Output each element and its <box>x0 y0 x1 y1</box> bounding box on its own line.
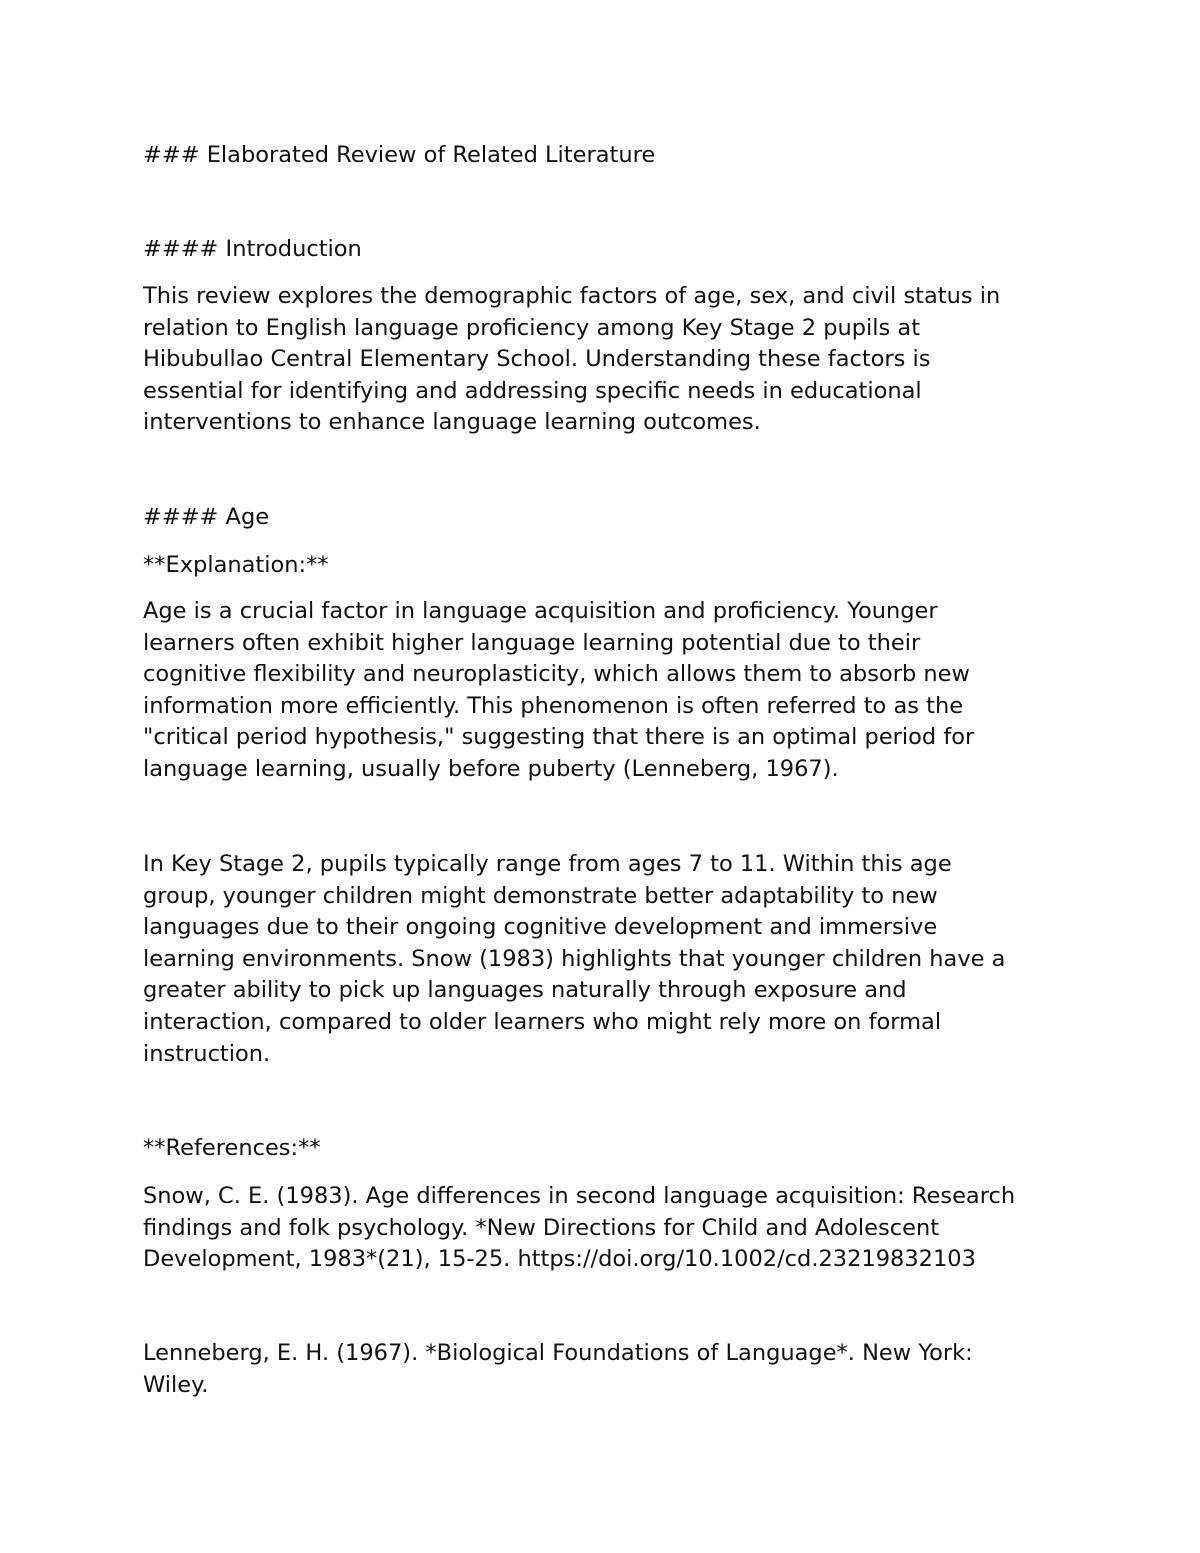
paragraph-line: learners often exhibit higher language learning potential due to their <box>143 629 921 656</box>
document-heading: ### Elaborated Review of Related Literature <box>143 142 656 168</box>
paragraph-line: cognitive flexibility and neuroplasticity, which allows them to absorb new <box>143 661 970 688</box>
paragraph-line: learning environments. Snow (1983) highlights that younger children have a <box>143 945 1006 972</box>
paragraph-line: essential for identifying and addressing specific needs in educational <box>143 377 922 404</box>
age-paragraph-2 <box>143 849 1068 1070</box>
reference-line: Lenneberg, E. H. (1967). *Biological Foundations of Language*. New York: <box>143 1340 973 1366</box>
references-label: **References:** <box>143 1135 321 1161</box>
explanation-label: **Explanation:** <box>143 552 329 578</box>
paragraph-line: Age is a crucial factor in language acquisition and proficiency. Younger <box>143 598 938 624</box>
paragraph-line: relation to English language proficiency among Key Stage 2 pupils at <box>143 314 921 341</box>
reference-line: findings and folk psychology. *New Directions for Child and Adolescent <box>143 1214 940 1241</box>
paragraph-line: languages due to their ongoing cognitive development and immersive <box>143 914 938 941</box>
introduction-heading: #### Introduction <box>143 236 362 262</box>
reference-snow <box>143 1181 1068 1276</box>
reference-line: Snow, C. E. (1983). Age differences in second language acquisition: Research <box>143 1183 1016 1209</box>
age-paragraph-1 <box>143 596 1068 786</box>
paragraph-line: interaction, compared to older learners who might rely more on formal <box>143 1008 942 1035</box>
paragraph-line: group, younger children might demonstrate better adaptability to new <box>143 882 938 909</box>
reference-lenneberg <box>143 1338 1068 1401</box>
paragraph-line: In Key Stage 2, pupils typically range from ages 7 to 11. Within this age <box>143 851 952 877</box>
paragraph-line: instruction. <box>143 1040 271 1067</box>
paragraph-line: Hibubullao Central Elementary School. Understanding these factors is <box>143 346 931 373</box>
reference-line: Development, 1983*(21), 15-25. https://doi.org/10.1002/cd.23219832103 <box>143 1246 976 1273</box>
paragraph-line: language learning, usually before puberty (Lenneberg, 1967). <box>143 755 839 782</box>
paragraph-line: This review explores the demographic factors of age, sex, and civil status in <box>143 283 1001 309</box>
age-heading: #### Age <box>143 504 270 530</box>
paragraph-line: "critical period hypothesis," suggesting that there is an optimal period for <box>143 724 975 751</box>
paragraph-line: information more efficiently. This phenomenon is often referred to as the <box>143 692 964 719</box>
introduction-paragraph <box>143 281 1068 439</box>
reference-line: Wiley. <box>143 1371 209 1398</box>
paragraph-line: greater ability to pick up languages naturally through exposure and <box>143 977 907 1004</box>
paragraph-line: interventions to enhance language learning outcomes. <box>143 409 761 436</box>
